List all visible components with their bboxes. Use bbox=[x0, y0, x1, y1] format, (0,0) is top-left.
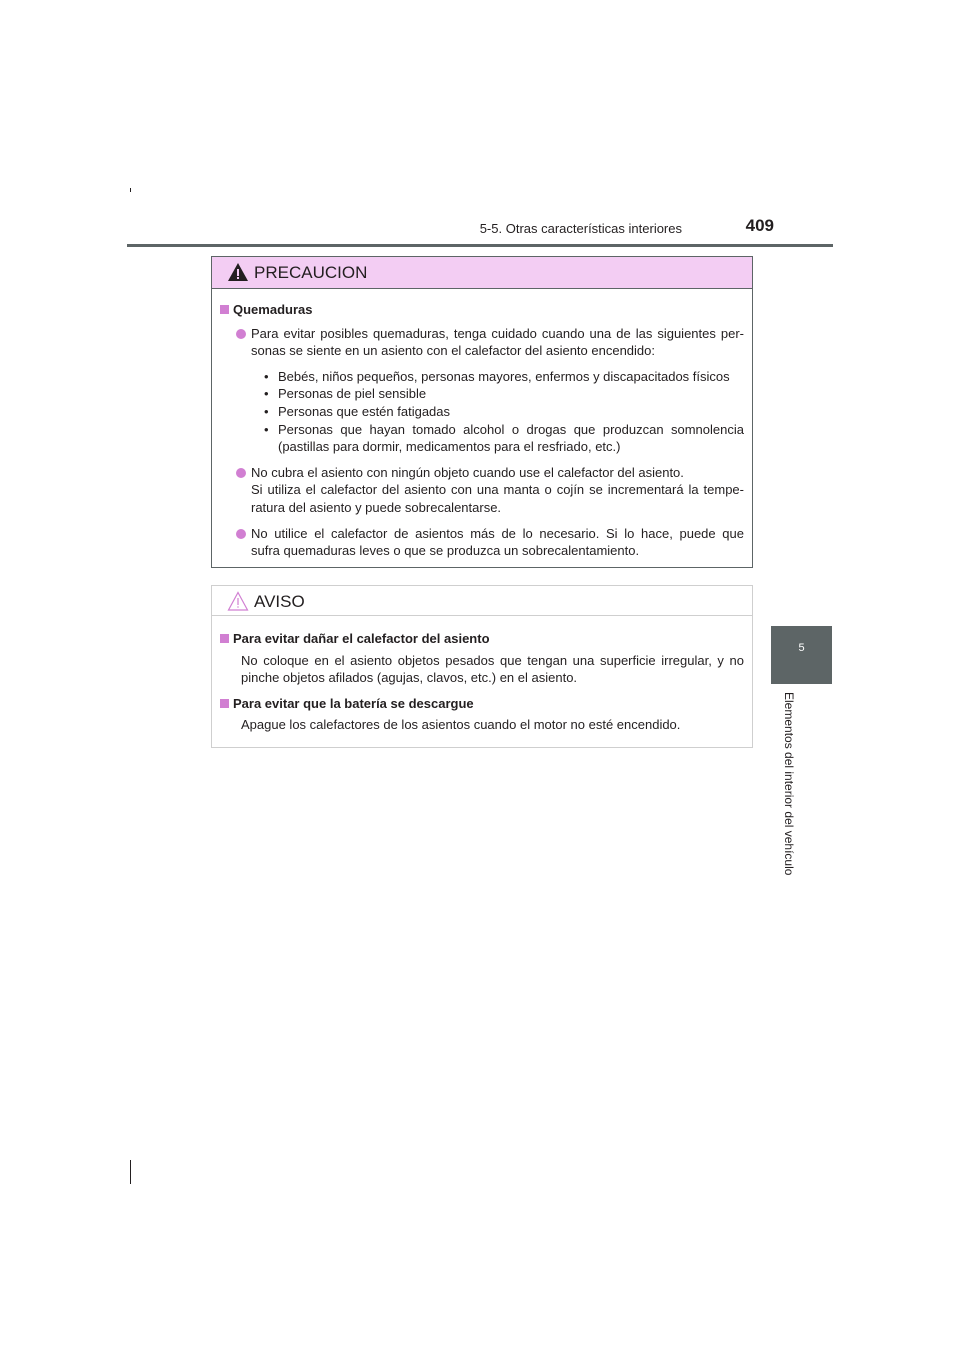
caution-box bbox=[211, 256, 753, 568]
notice-box bbox=[211, 585, 753, 748]
chapter-title bbox=[782, 692, 806, 888]
list-item: • Personas que hayan tomado alcohol o drogas que produzcan somnolencia (pastillas para dormir, medicamentos para el resfriado, etc.) bbox=[264, 421, 744, 455]
circle-bullet-icon bbox=[236, 468, 246, 478]
crop-mark bbox=[130, 1160, 131, 1184]
notice-header bbox=[212, 586, 752, 616]
caution-label: PRECAUCION bbox=[254, 263, 368, 282]
warning-triangle-filled-icon bbox=[227, 262, 249, 282]
chapter-title-text: Elementos del interior del vehículo bbox=[782, 692, 796, 876]
warning-triangle-outline-icon bbox=[227, 591, 249, 611]
header-rule bbox=[127, 244, 833, 247]
chapter-tab bbox=[771, 626, 832, 684]
chapter-number: 5 bbox=[798, 642, 805, 654]
list-item: • Personas de piel sensible bbox=[264, 386, 427, 402]
crop-mark bbox=[130, 188, 131, 192]
caution-dot-list bbox=[264, 368, 744, 456]
caution-bullet: Para evitar posibles quemaduras, tenga cuidado cuando una de las siguientes per- sonas se siente en un asiento con el calefactor del asiento encendido: bbox=[220, 325, 744, 360]
list-item: • Bebés, niños pequeños, personas mayores, enfermos y discapacitados físicos bbox=[264, 368, 730, 384]
caution-bullet: No cubra el asiento con ningún objeto cuando use el calefactor del asiento. Si utiliza el calefactor del asiento con una manta o cojín se incrementará la tempe- ratura del asiento y puede sobrecalentarse. bbox=[220, 464, 744, 517]
square-bullet-icon bbox=[220, 699, 229, 708]
list-item: • Personas que estén fatigadas bbox=[264, 403, 451, 419]
caution-header bbox=[212, 257, 752, 289]
notice-heading: Para evitar que la batería se descargue bbox=[220, 695, 744, 713]
page-number: 409 bbox=[745, 216, 774, 235]
square-bullet-icon bbox=[220, 305, 229, 314]
circle-bullet-icon bbox=[236, 529, 246, 539]
section-title: 5-5. Otras características interiores bbox=[479, 221, 682, 236]
square-bullet-icon bbox=[220, 634, 229, 643]
circle-bullet-icon bbox=[236, 329, 246, 339]
notice-paragraph: No coloque en el asiento objetos pesados que tengan una superficie irregular, y no pinche objetos afilados (agujas, clavos, etc.) en el asiento. bbox=[241, 652, 744, 686]
caution-bullet: No utilice el calefactor de asientos más de lo necesario. Si lo hace, puede que sufra quemaduras leves o que se produzca un sobrecalentamiento. bbox=[220, 525, 744, 560]
caution-content bbox=[212, 289, 752, 560]
notice-paragraph: Apague los calefactores de los asientos cuando el motor no esté encendido. bbox=[241, 717, 681, 733]
notice-content bbox=[212, 616, 752, 734]
caution-heading: Quemaduras bbox=[220, 301, 744, 319]
notice-label: AVISO bbox=[254, 592, 305, 611]
notice-heading: Para evitar dañar el calefactor del asiento bbox=[220, 630, 744, 648]
